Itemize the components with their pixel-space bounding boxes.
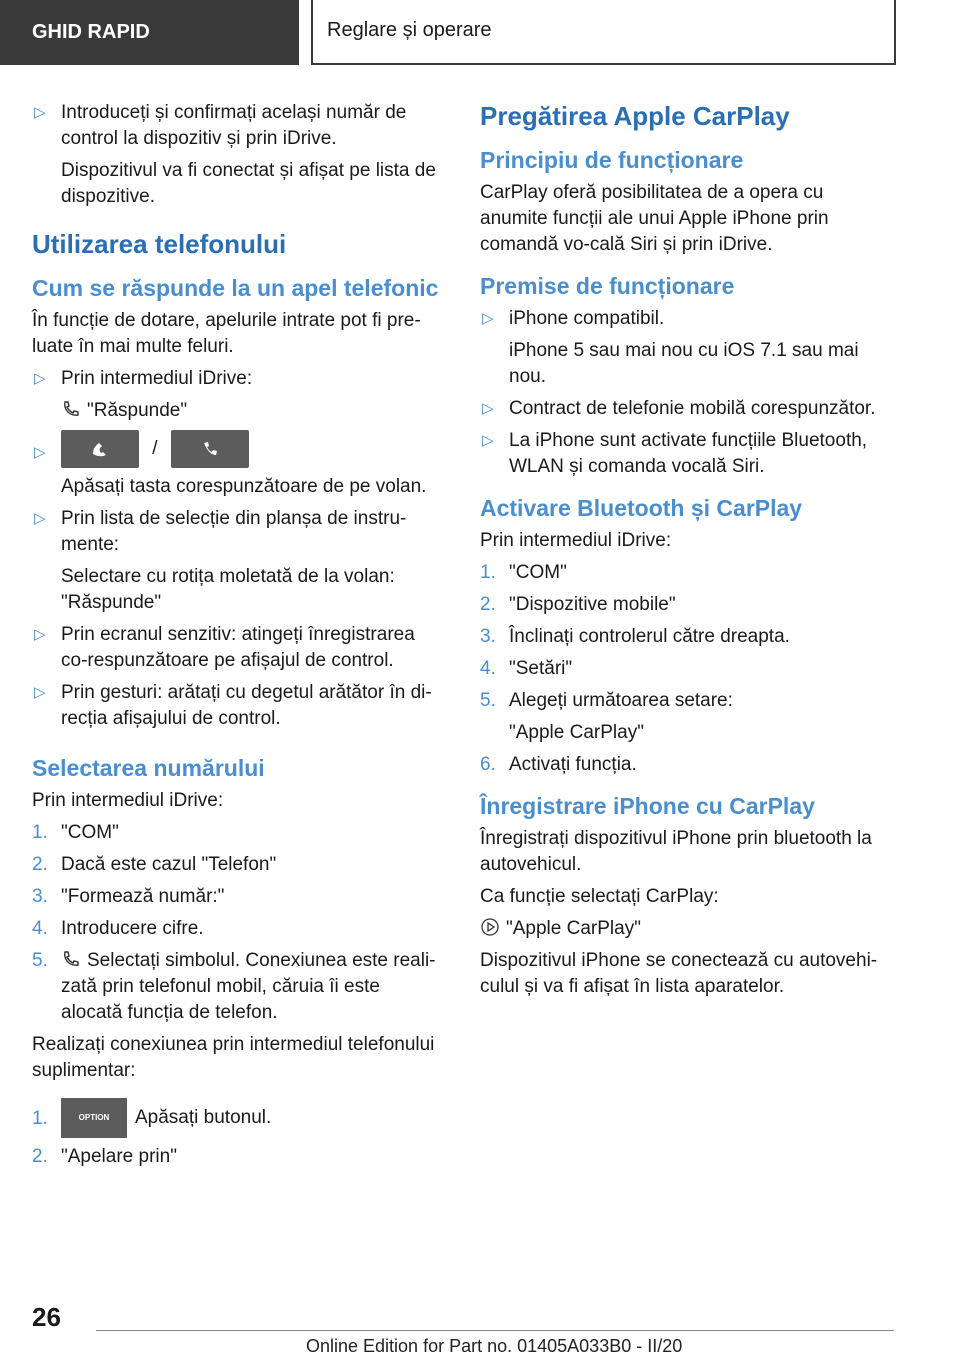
bullet-item: ▷ Introduceți și confirmați același număr de control la dispozitiv și prin iDrive. xyxy=(34,102,407,149)
paragraph: Înregistrați dispozitivul iPhone prin bluetooth la autovehicul. xyxy=(480,828,872,875)
bullet-item: ▷ Prin ecranul senzitiv: atingeți înregistrarea co-respunzătoare pe afișajul de control. xyxy=(34,624,415,671)
footer-edition: Online Edition for Part no. 01405A033B0 - II/20 xyxy=(306,1336,683,1356)
sub-paragraph: "Apple CarPlay" xyxy=(509,722,644,743)
numbered-step: 2. "Dispozitive mobile" xyxy=(480,594,676,615)
numbered-step: 5. Alegeți următoarea setare: xyxy=(480,690,733,711)
header-section-title: GHID RAPID xyxy=(0,0,299,65)
paragraph: Prin intermediul iDrive: xyxy=(32,790,224,811)
sub-paragraph: "Răspunde" xyxy=(32,398,444,424)
sub-paragraph: Apăsați tasta corespunzătoare de pe volan. xyxy=(61,476,427,497)
subsection-heading: Activare Bluetooth și CarPlay xyxy=(480,495,803,521)
triangle-bullet-icon: ▷ xyxy=(482,432,494,449)
numbered-step: 4. Introducere cifre. xyxy=(32,918,204,939)
phone-handset-icon xyxy=(61,949,81,969)
subsection-heading: Cum se răspunde la un apel telefonic xyxy=(32,275,439,301)
paragraph: Dispozitivul va fi conectat și afișat pe lista de dispozitive. xyxy=(61,160,436,207)
sub-paragraph: Selectare cu rotița moletată de la volan: "Răspunde" xyxy=(61,566,395,613)
numbered-step: 1. "COM" xyxy=(32,822,119,843)
numbered-step: 2. "Apelare prin" xyxy=(32,1146,177,1167)
section-heading: Pregătirea Apple CarPlay xyxy=(480,101,790,131)
bullet-item: ▷ Prin intermediul iDrive: xyxy=(32,366,444,392)
numbered-step: 1. OPTION Apăsați butonul. xyxy=(32,1098,444,1138)
paragraph: Prin intermediul iDrive: xyxy=(480,530,672,551)
paragraph: Ca funcție selectați CarPlay: xyxy=(480,886,719,907)
numbered-step: 2. Dacă este cazul "Telefon" xyxy=(32,854,277,875)
bullet-item: ▷ Prin lista de selecție din planșa de instru-mente: xyxy=(34,508,407,555)
numbered-step: 3. Înclinați controlerul către dreapta. xyxy=(480,626,790,647)
subsection-heading: Selectarea numărului xyxy=(32,755,265,781)
paragraph: CarPlay oferă posibilitatea de a opera cu anumite funcții ale unui Apple iPhone prin comandă vo-cală Siri și prin iDrive. xyxy=(480,182,829,255)
bullet-item: ▷ Prin gesturi: arătați cu degetul arătător în di-recția afișajului de control. xyxy=(34,682,432,729)
numbered-step: 3. "Formează număr:" xyxy=(32,886,225,907)
right-column xyxy=(480,100,892,1006)
paragraph: În funcție de dotare, apelurile intrate pot fi pre-luate în mai multe feluri. xyxy=(32,310,421,357)
bullet-item: ▷ / xyxy=(32,430,444,468)
end-call-key-icon xyxy=(171,430,249,468)
triangle-bullet-icon: ▷ xyxy=(34,684,46,701)
subsection-heading: Principiu de funcționare xyxy=(480,147,744,173)
page-number: 26 xyxy=(32,1302,61,1332)
left-column xyxy=(32,100,444,1176)
subsection-heading: Înregistrare iPhone cu CarPlay xyxy=(480,793,815,819)
triangle-bullet-icon: ▷ xyxy=(34,370,46,387)
triangle-bullet-icon: ▷ xyxy=(34,626,46,643)
section-heading: Utilizarea telefonului xyxy=(32,229,287,259)
subsection-heading: Premise de funcționare xyxy=(480,273,735,299)
bullet-item: ▷ Contract de telefonie mobilă corespunzător. xyxy=(480,396,892,422)
numbered-step: 6. Activați funcția. xyxy=(480,754,637,775)
triangle-bullet-icon: ▷ xyxy=(34,104,46,121)
phone-handset-icon xyxy=(61,399,81,419)
paragraph: "Apple CarPlay" xyxy=(480,916,892,942)
numbered-step: 1. "COM" xyxy=(480,562,567,583)
sub-paragraph: iPhone 5 sau mai nou cu iOS 7.1 sau mai nou. xyxy=(509,340,859,387)
answer-call-key-icon xyxy=(61,430,139,468)
triangle-bullet-icon: ▷ xyxy=(34,510,46,527)
triangle-bullet-icon: ▷ xyxy=(482,400,494,417)
numbered-step: 5. Selectați simbolul. Conexiunea este reali-zată prin telefonul mobil, căruia îi este alocată funcția de telefon. xyxy=(32,950,436,1023)
numbered-step: 4. "Setări" xyxy=(480,658,573,679)
triangle-bullet-icon: ▷ xyxy=(34,444,46,461)
paragraph: Dispozitivul iPhone se conectează cu autovehi-culul și va fi afișat în lista aparatelor. xyxy=(480,950,878,997)
play-circle-icon xyxy=(480,917,500,937)
footer-divider xyxy=(96,1330,894,1331)
header-chapter-title: Reglare și operare xyxy=(311,0,896,65)
paragraph: Realizați conexiunea prin intermediul telefonului suplimentar: xyxy=(32,1034,435,1081)
option-key-icon: OPTION xyxy=(61,1098,127,1138)
triangle-bullet-icon: ▷ xyxy=(482,310,494,327)
bullet-item: ▷ La iPhone sunt activate funcțiile Bluetooth, WLAN și comanda vocală Siri. xyxy=(482,430,868,477)
bullet-item: ▷ iPhone compatibil. xyxy=(480,306,892,332)
